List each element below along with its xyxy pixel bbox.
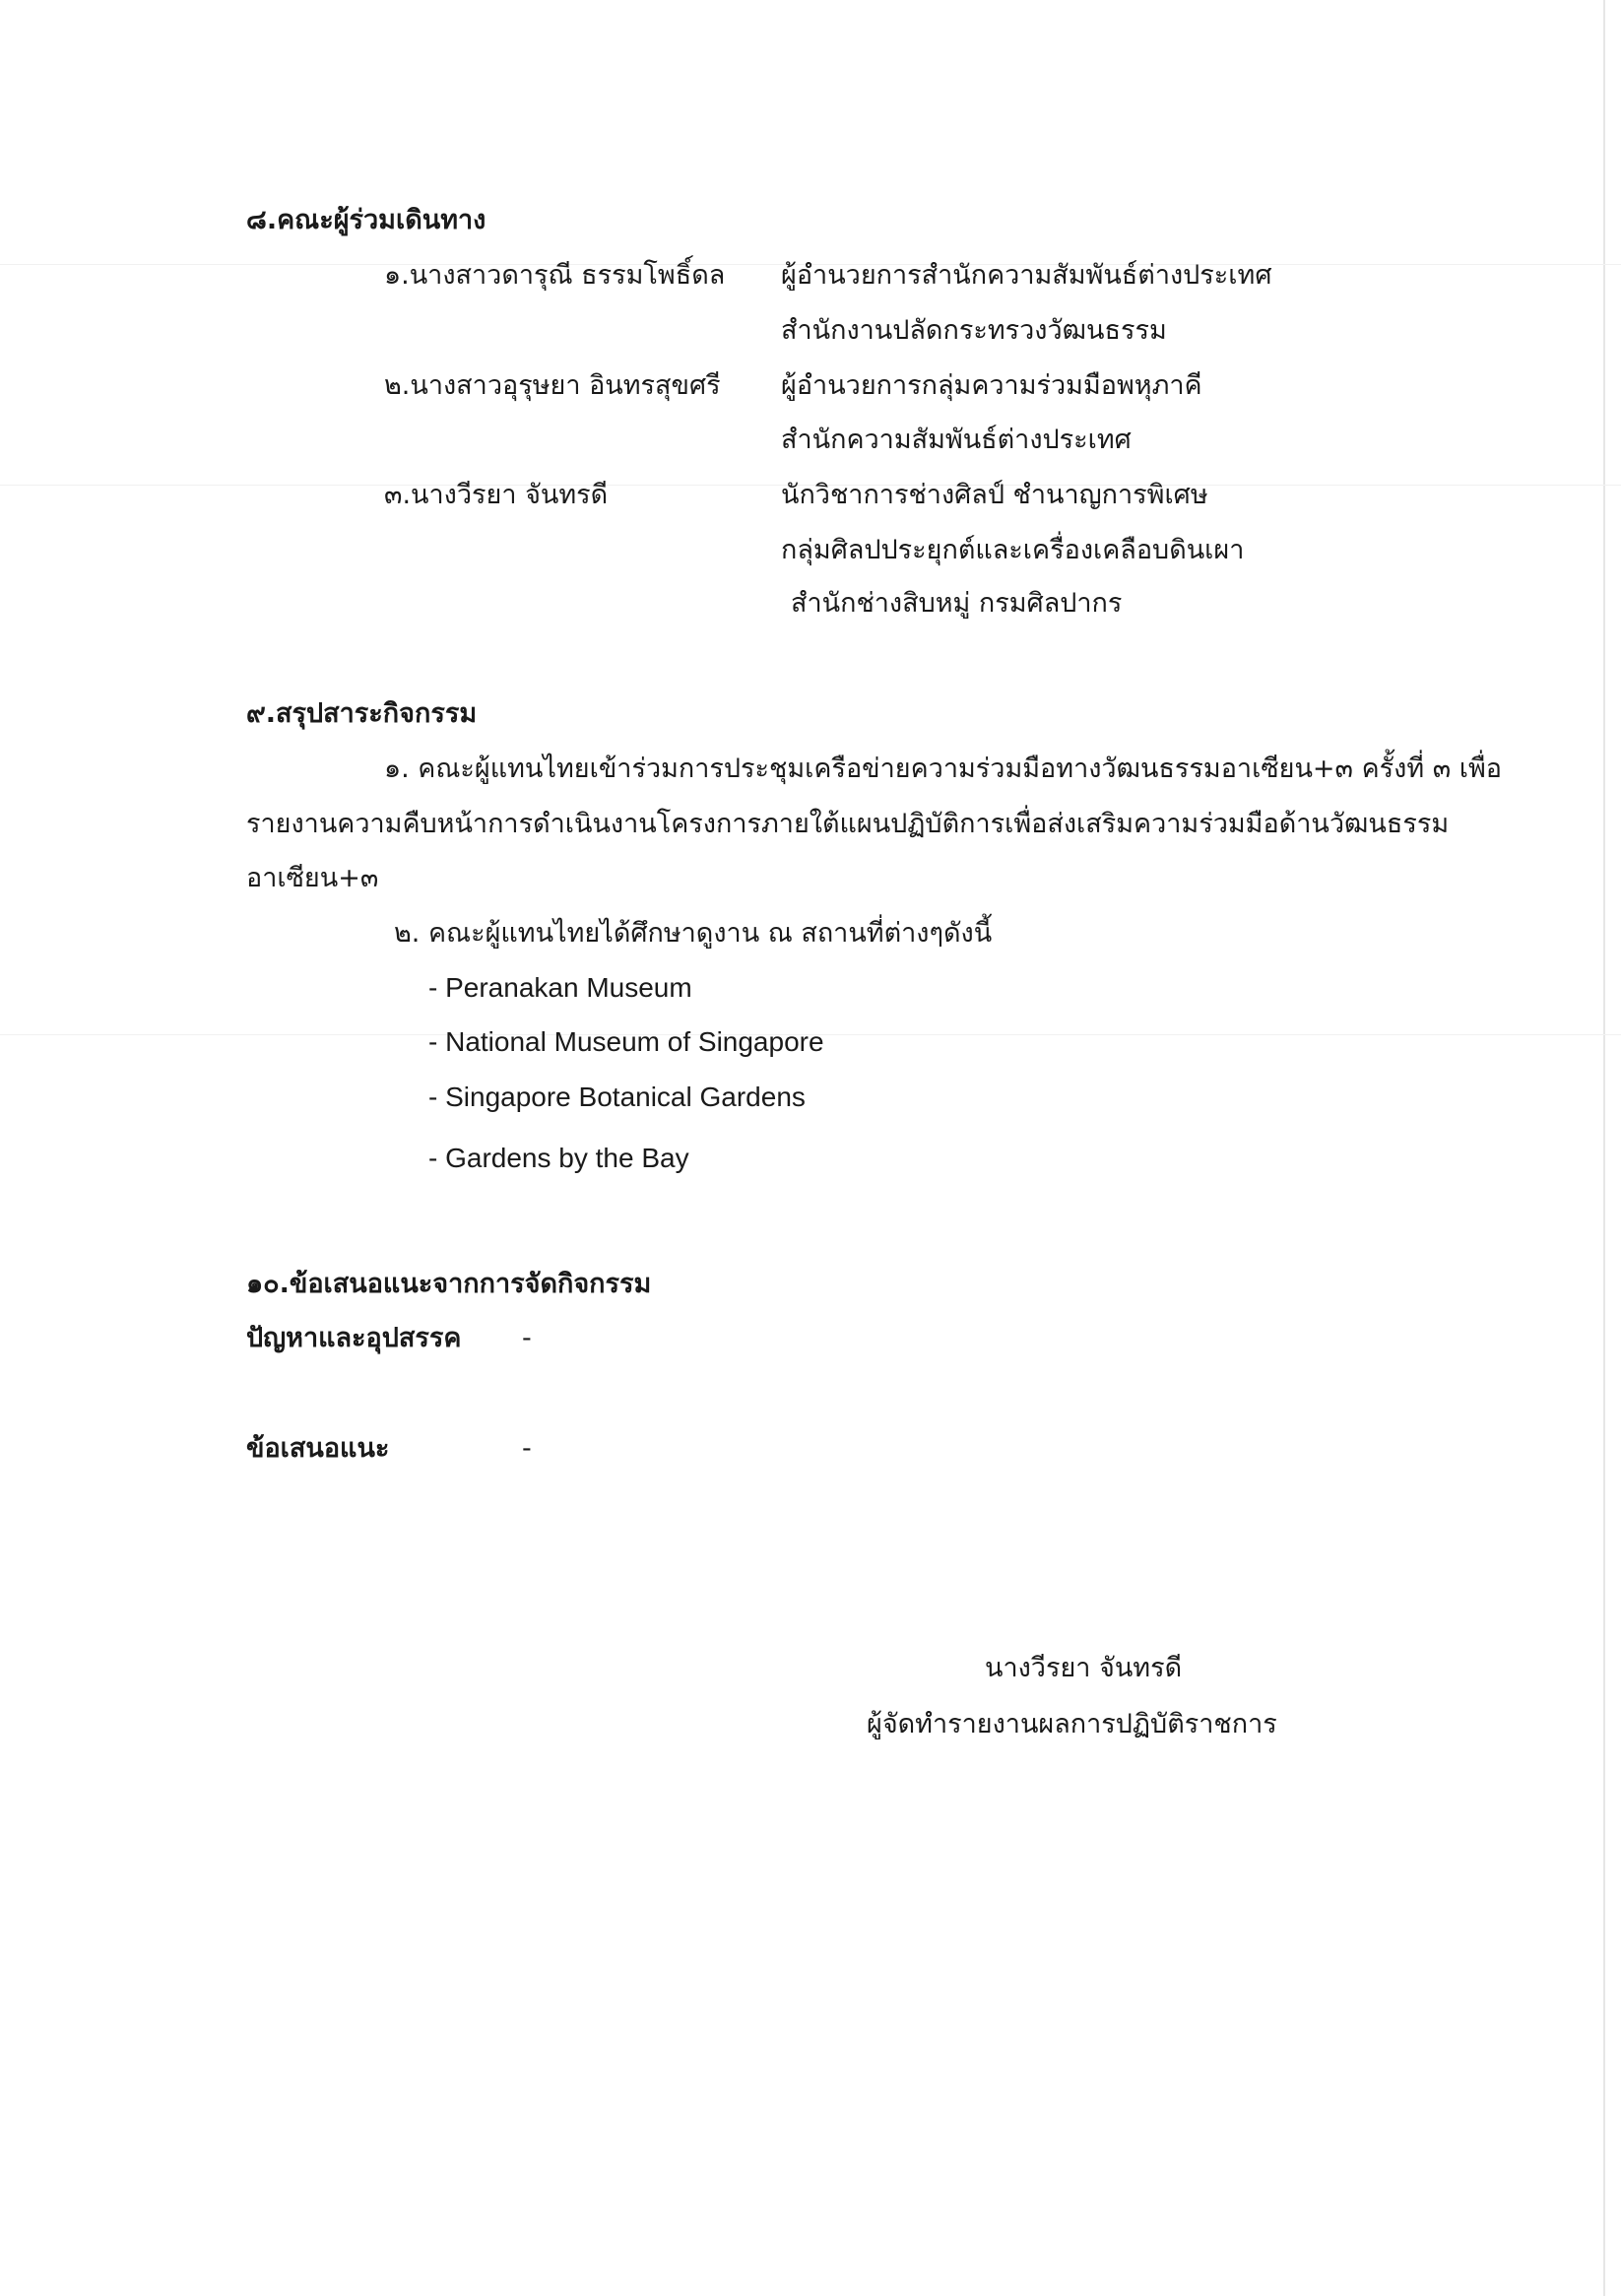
- member-3-name: ๓.นางวีรยา จันทรดี: [384, 480, 609, 510]
- section8-heading: ๘.คณะผู้ร่วมเดินทาง: [246, 205, 486, 235]
- summary-item-1-line: อาเซียน+๓: [246, 863, 379, 893]
- signer-name: นางวีรยา จันทรดี: [985, 1653, 1183, 1683]
- section9-heading: ๙.สรุปสาระกิจกรรม: [246, 698, 478, 729]
- member-2-position: ผู้อำนวยการกลุ่มความร่วมมือพหุภาคี: [781, 370, 1202, 401]
- suggestions-value: -: [522, 1433, 532, 1464]
- member-1-name: ๑.นางสาวดารุณี ธรรมโพธิ์ดล: [384, 260, 726, 291]
- summary-item-2-intro: ๒. คณะผู้แทนไทยได้ศึกษาดูงาน ณ สถานที่ต่างๆดังนี้: [394, 918, 993, 949]
- member-1-position: สำนักงานปลัดกระทรวงวัฒนธรรม: [781, 315, 1167, 346]
- problems-label: ปัญหาและอุปสรรค: [246, 1323, 462, 1353]
- suggestions-label: ข้อเสนอแนะ: [246, 1433, 390, 1464]
- study-site: - Peranakan Museum: [428, 972, 692, 1003]
- member-2-name: ๒.นางสาวอุรุษยา อินทรสุขศรี: [384, 370, 721, 401]
- study-site: - Gardens by the Bay: [428, 1143, 689, 1173]
- member-3-position: สำนักช่างสิบหมู่ กรมศิลปากร: [791, 588, 1123, 619]
- member-2-position: สำนักความสัมพันธ์ต่างประเทศ: [781, 425, 1132, 455]
- member-1-position: ผู้อำนวยการสำนักความสัมพันธ์ต่างประเทศ: [781, 260, 1272, 291]
- study-site: - National Museum of Singapore: [428, 1026, 824, 1057]
- member-3-position: นักวิชาการช่างศิลป์ ชำนาญการพิเศษ: [781, 480, 1208, 510]
- summary-item-1-line: รายงานความคืบหน้าการดำเนินงานโครงการภายใต้แผนปฏิบัติการเพื่อส่งเสริมความร่วมมือด้านวัฒนธรรม: [246, 809, 1450, 839]
- section10-heading: ๑๐.ข้อเสนอแนะจากการจัดกิจกรรม: [246, 1269, 652, 1299]
- signer-title: ผู้จัดทำรายงานผลการปฏิบัติราชการ: [867, 1709, 1277, 1739]
- study-site: - Singapore Botanical Gardens: [428, 1082, 806, 1112]
- problems-value: -: [522, 1323, 532, 1353]
- scan-edge: [1603, 0, 1605, 2296]
- member-3-position: กลุ่มศิลปประยุกต์และเครื่องเคลือบดินเผา: [781, 535, 1245, 565]
- summary-item-1-line: ๑. คณะผู้แทนไทยเข้าร่วมการประชุมเครือข่ายความร่วมมือทางวัฒนธรรมอาเซียน+๓ ครั้งที่ ๓ เพื่อ: [384, 754, 1502, 784]
